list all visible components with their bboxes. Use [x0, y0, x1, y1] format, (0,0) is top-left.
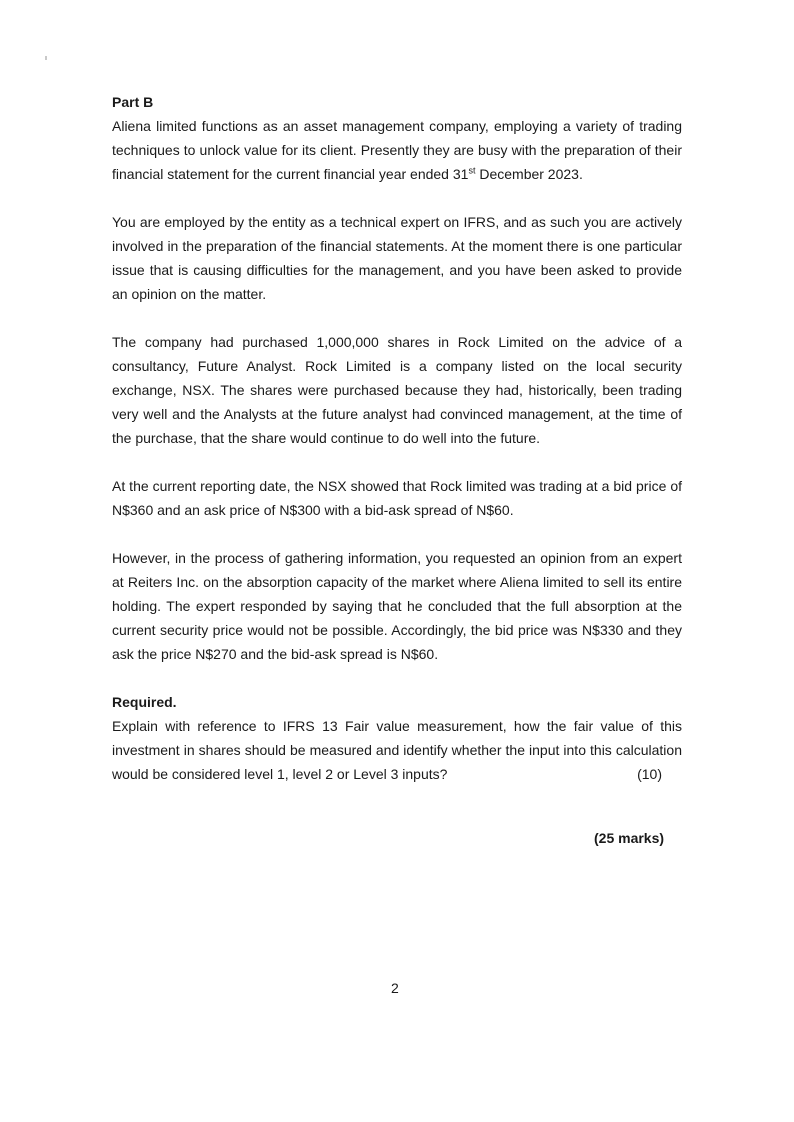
document-body: [112, 90, 682, 786]
required-heading: Required.: [112, 694, 177, 710]
part-heading: Part B: [112, 94, 154, 110]
paragraph-prices: At the current reporting date, the NSX showed that Rock limited was trading at a bid price of N$360 and an ask price of N$300 with a bid-ask spread of N$60.: [112, 478, 682, 518]
ordinal-suffix: st: [468, 165, 476, 176]
required-question: [112, 714, 682, 786]
paragraph-intro-end: December 2023.: [475, 166, 583, 182]
question-marks: (10): [637, 766, 662, 782]
paragraph-intro-text: Aliena limited functions as an asset management company, employing a variety of trading techniques to unlock value for its client. Presently they are busy with the preparation of their financial statement for the current financial year ended 31: [112, 118, 682, 182]
page-number: 2: [391, 980, 399, 996]
paragraph-expert-opinion: However, in the process of gathering information, you requested an opinion from an expert at Reiters Inc. on the absorption capacity of the market where Aliena limited to sell its entire holding. The expert responded by saying that he concluded that the full absorption at the current security price would not be possible. Accordingly, the bid price was N$330 and they ask the price N$270 and the bid-ask spread is N$60.: [112, 550, 682, 662]
scan-speck: [45, 56, 47, 60]
paragraph-purchase: The company had purchased 1,000,000 shares in Rock Limited on the advice of a consultancy, Future Analyst. Rock Limited is a company listed on the local security exchange, NSX. The shares were purchased because they had, historically, been trading very well and the Analysts at the future analyst had convinced management, at the time of the purchase, that the share would continue to do well into the future.: [112, 334, 682, 446]
paragraph-intro: [112, 114, 682, 186]
paragraph-role: You are employed by the entity as a technical expert on IFRS, and as such you are actively involved in the preparation of the financial statements. At the moment there is one particular issue that is causing difficulties for the management, and you have been asked to provide an opinion on the matter.: [112, 214, 682, 302]
required-question-text: Explain with reference to IFRS 13 Fair value measurement, how the fair value of this investment in shares should be measured and identify whether the input into this calculation would be considered level 1, level 2 or Level 3 inputs?: [112, 718, 682, 782]
total-marks: (25 marks): [594, 830, 665, 846]
